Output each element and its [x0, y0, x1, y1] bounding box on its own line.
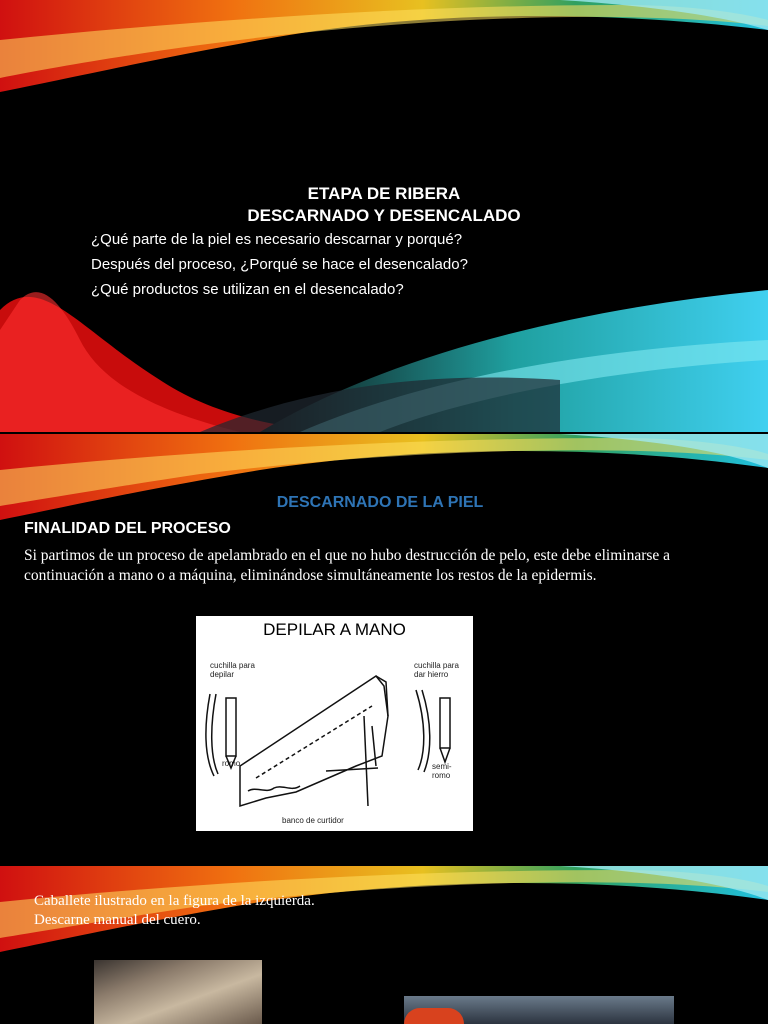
figure-title: DEPILAR A MANO	[263, 620, 406, 639]
slide-1	[0, 0, 768, 432]
bench-drawing	[196, 616, 473, 831]
question-3: ¿Qué productos se utilizan en el desencalado?	[91, 281, 404, 298]
caption-line-1: Caballete ilustrado en la figura de la izquierda.	[34, 893, 315, 909]
question-2: Después del proceso, ¿Porqué se hace el desencalado?	[91, 256, 468, 273]
slide-2	[0, 434, 768, 866]
section-subheading: FINALIDAD DEL PROCESO	[24, 520, 231, 537]
slide-title-line-2: DESCARNADO Y DESENCALADO	[247, 206, 521, 225]
section-heading: DESCARNADO DE LA PIEL	[276, 494, 484, 511]
figure-label-right-top: cuchilla para dar hierro	[414, 661, 459, 679]
slide-title-line-1: ETAPA DE RIBERA	[307, 184, 461, 203]
figure-label-bottom: banco de curtidor	[282, 816, 344, 825]
leather-photo	[94, 960, 262, 1024]
question-1: ¿Qué parte de la piel es necesario descarnar y porqué?	[91, 231, 463, 248]
slide-3	[0, 866, 768, 1024]
manual-fleshing-photo-detail	[404, 1008, 464, 1024]
top-swoosh-decoration	[0, 0, 768, 100]
depilar-a-mano-figure	[196, 616, 473, 831]
figure-label-right-bottom: semi-romo	[432, 762, 452, 780]
figure-label-left-bottom: romo	[222, 759, 241, 768]
caption-line-2: Descarne manual del cuero.	[34, 912, 201, 928]
section-paragraph: Si partimos de un proceso de apelambrado en el que no hubo destrucción de pelo, este debe eliminarse a continuación a mano o a máquina, eliminándose simultáneamente los restos de la epidermis.	[24, 547, 671, 584]
figure-label-left-top: cuchilla para depilar	[210, 661, 255, 679]
